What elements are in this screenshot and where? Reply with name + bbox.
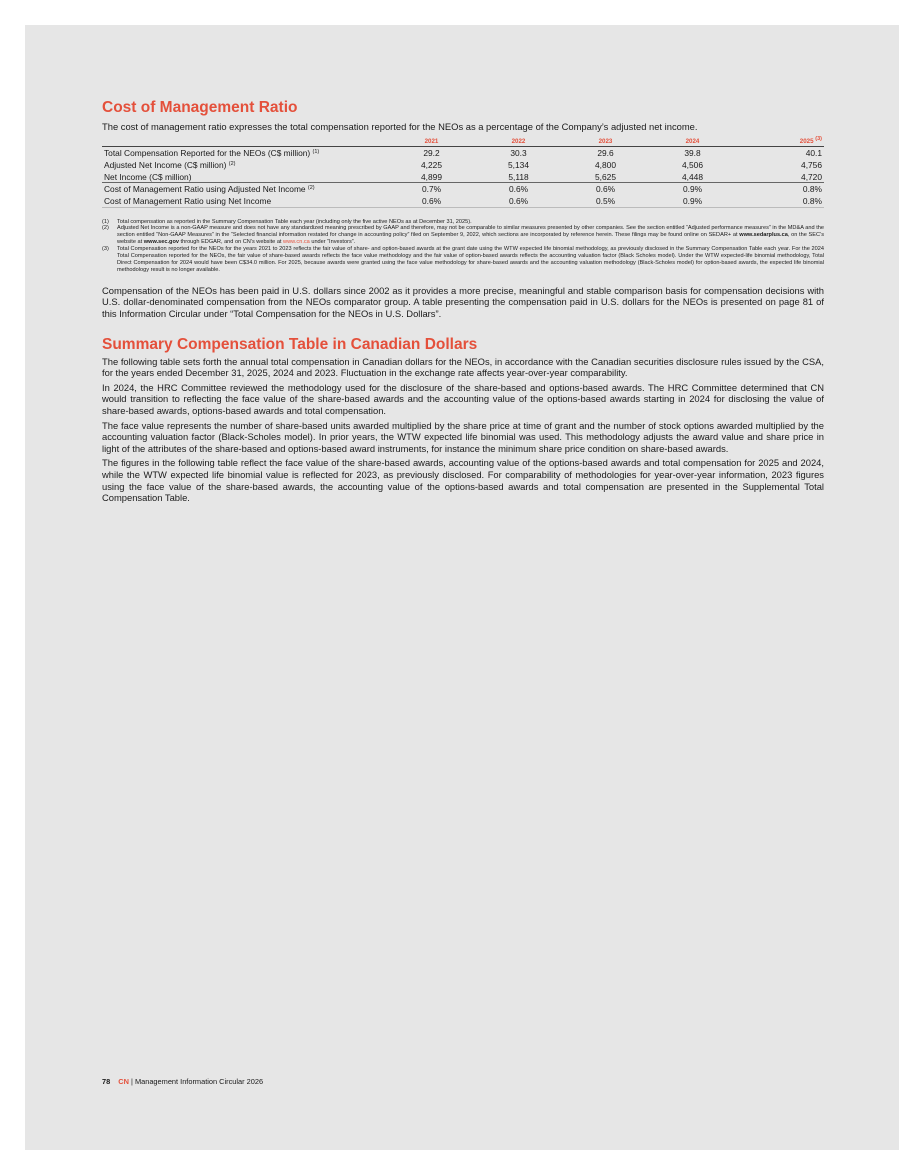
table-cell: 0.6% <box>388 195 475 207</box>
row-label-text: Total Compensation Reported for the NEOs (C$ million) <box>104 148 311 159</box>
row-label <box>102 195 388 207</box>
footnote-text: Total Compensation reported for the NEOs for the years 2021 to 2023 reflects the fair value of share- and option-based awards at the grant date using the WTW expected life binomial methodology, as previously disclosed in the Summary Compensation Table each year. For the 2024 Total Compensation reported for the NEOs, the fair value of share-based awards reflects the face value methodology and the fair value of option-based awards reflects the accounting valuation factor (Black Scholes model). Under the WTW expected-life binomial methodology, Total Direct Compensation for 2024 would have been C$34.0 million. For 2025, because awards were granted using the face value methodology for share-based awards and the accounting valuation methodology (Black-Scholes model) for option-based awards, the expected life binomial methodology result is no longer available. <box>117 246 824 273</box>
row-label <box>102 183 388 195</box>
footnote <box>102 225 824 246</box>
row-label <box>102 159 388 171</box>
header-year: 2021 <box>388 138 475 147</box>
body-paragraph: Compensation of the NEOs has been paid in U.S. dollars since 2002 as it provides a more precise, meaningful and stable comparison basis for compensation decisions with U.S. dollar-denominated compensation from the NEOs comparator group. A table presenting the compensation paid in U.S. dollars for the NEOs is presented on page 81 of this Information Circular under “Total Compensation for the NEOs in U.S. Dollars”. <box>102 284 824 319</box>
footnotes <box>102 219 824 274</box>
header-blank <box>102 138 388 147</box>
footnote-text <box>117 225 824 246</box>
section-title-summary-compensation: Summary Compensation Table in Canadian Dollars <box>102 335 478 353</box>
table-cell: 29.2 <box>423 148 440 159</box>
table-cell: 4,720 <box>736 171 824 183</box>
footnote-ref: (2) <box>307 185 315 192</box>
body-paragraph: The following table sets forth the annual total compensation in Canadian dollars for the NEOs, in accordance with the Canadian securities disclosure rules issued by the CSA, for the years ended December 31, 2025, 2024 and 2023. Fluctuation in the exchange rate affects year-over-year comparability. <box>102 355 824 379</box>
page-number: 78 <box>102 1077 111 1086</box>
page-content <box>102 98 824 504</box>
cn-website-link[interactable]: www.cn.ca <box>283 239 310 246</box>
row-label <box>102 171 388 183</box>
document-page <box>25 25 899 1150</box>
header-year-label: 2025 <box>799 138 814 146</box>
row-label-text: Net Income (C$ million) <box>104 171 192 182</box>
footnote-text-part: , on the SEC’s website at <box>117 232 824 246</box>
table-cell: 4,225 <box>421 159 442 170</box>
footnote-number: (2) <box>102 225 109 232</box>
table-cell: 4,800 <box>595 159 616 170</box>
table-row <box>102 171 824 183</box>
table-cell: 0.6% <box>475 195 562 207</box>
row-label-text: Cost of Management Ratio using Adjusted Net Income <box>104 184 306 195</box>
header-year: 2022 <box>475 138 562 147</box>
table-cell: 0.9% <box>682 184 703 195</box>
footnote-ref: (3) <box>815 136 822 143</box>
section-body <box>102 356 824 504</box>
table-cell: 4,899 <box>388 171 475 183</box>
section-title-cost-of-management: Cost of Management Ratio <box>102 99 298 116</box>
footnote <box>102 246 824 274</box>
table-cell: 40.1 <box>805 148 822 159</box>
table-cell: 0.9% <box>649 195 736 207</box>
footnote-number: (3) <box>102 246 109 253</box>
footnote-text-part: Adjusted Net Income is a non-GAAP measure and does not have any standardized meaning prescribed by GAAP and therefore, may not be comparable to similar measures presented by other companies. See the section entitled “Adjusted performance measures” in the MD&A and the section entitled “Non-GAAP Measures” in the “Selected financial information restated for change in accounting policy” filed on September 9, 2022, which sections are incorporated by reference herein. These filings may be found online on SEDAR+ at <box>117 225 824 239</box>
table-cell: 0.6% <box>508 184 529 195</box>
footnote-text-part: through EDGAR, and on CN’s website at <box>178 239 284 246</box>
body-paragraph: The face value represents the number of share-based units awarded multiplied by the share price at time of grant and the number of stock options awarded multiplied by the accounting valuation factor (Black-Scholes model). In prior years, the WTW expected life binomial was used. This methodology adjusts the award value and share price in light of the attributes of the share-based and options-based award instruments, for instance the minimum share price condition on share-based awards. <box>102 419 824 454</box>
row-label <box>102 146 388 159</box>
table-cell: 5,134 <box>508 159 529 170</box>
footnote <box>102 219 824 226</box>
table-cell: 0.5% <box>562 195 649 207</box>
brand-logo-text: CN <box>118 1077 129 1086</box>
body-paragraph: The figures in the following table reflect the face value of the share-based awards, accounting value of the options-based awards and total compensation for 2025 and 2024, while the WTW expected life binomial value is reflected for 2023, as previously disclosed. For comparability of methodologies for year-over-year information, 2023 figures using the face value of the share-based awards, the accounting value of the options-based awards and total compensation are presented in the Supplemental Total Compensation Table. <box>102 457 824 504</box>
table-cell: 0.6% <box>595 184 616 195</box>
row-label-text: Adjusted Net Income (C$ million) <box>104 159 227 170</box>
footnote-ref: (2) <box>228 160 236 167</box>
cost-ratio-table <box>102 138 824 208</box>
table-cell: 0.8% <box>736 195 824 207</box>
footnote-number: (1) <box>102 218 109 225</box>
page-footer <box>102 1077 263 1086</box>
footnote-ref: (1) <box>312 149 320 156</box>
footnote-text-part: under “Investors”. <box>309 239 356 246</box>
table-cell: 5,625 <box>562 171 649 183</box>
table-cell: 4,448 <box>649 171 736 183</box>
table-cell: 5,118 <box>475 171 562 183</box>
table-cell: 0.7% <box>421 184 442 195</box>
table-row <box>102 183 824 195</box>
table-header-row <box>102 138 824 147</box>
header-year: 2024 <box>649 138 736 147</box>
header-year: 2023 <box>562 138 649 147</box>
sedar-link[interactable]: www.sedarplus.ca <box>739 232 788 239</box>
footnote-text: Total compensation as reported in the Summary Compensation Table each year (including only the five active NEOs as at December 31, 2025). <box>117 218 472 225</box>
table-row <box>102 195 824 207</box>
table-cell: 29.6 <box>597 148 614 159</box>
table-cell: 39.8 <box>684 148 701 159</box>
table-cell: 0.8% <box>802 184 822 195</box>
footer-text: | Management Information Circular 2026 <box>128 1077 264 1086</box>
section-intro: The cost of management ratio expresses the total compensation reported for the NEOs as a percentage of the Company’s adjusted net income. <box>102 121 698 132</box>
body-paragraph: In 2024, the HRC Committee reviewed the methodology used for the disclosure of the share-based and options-based awards. The HRC Committee determined that CN would transition to reflecting the face value of the share-based awards and the accounting value of the options-based awards starting in 2024 for disclosing the value of share-based awards, options-based awards and total compensation. <box>102 381 824 416</box>
table-row <box>102 159 824 171</box>
table-cell: 4,506 <box>682 159 703 170</box>
row-label-text: Cost of Management Ratio using Net Income <box>104 195 272 206</box>
table-cell: 30.3 <box>510 148 527 159</box>
sec-link[interactable]: www.sec.gov <box>143 239 179 246</box>
table-row <box>102 146 824 159</box>
table-cell: 4,756 <box>801 159 822 170</box>
header-year <box>736 138 824 147</box>
